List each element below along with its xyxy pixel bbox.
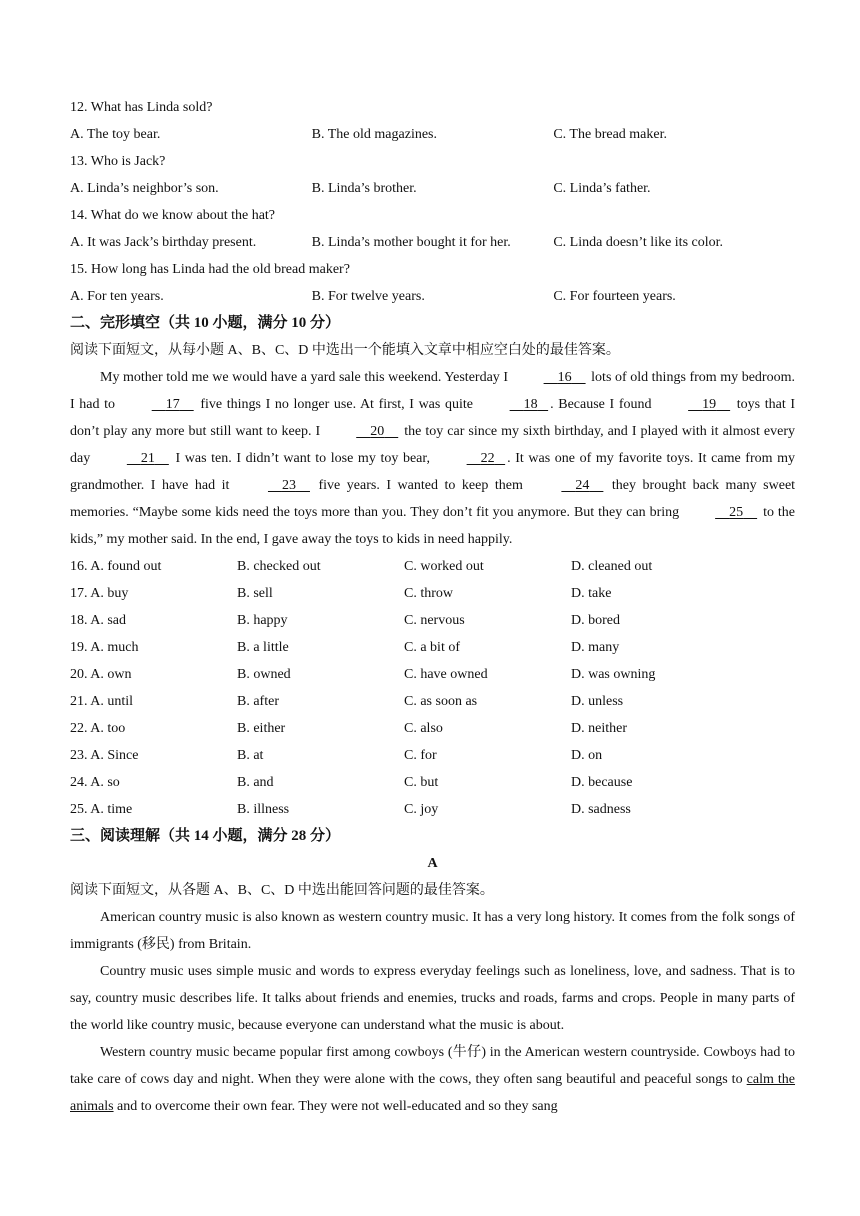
question-15-options	[70, 283, 795, 310]
cloze-passage: My mother told me we would have a yard sale this weekend. Yesterday I 16 lots of old things from my bedroom. I had to 17 five things I no longer use. At first, I was quite 18 . Because I found 19 toys that I don’t play any more but still want to keep. I 20 the toy car since my sixth birthday, and I played with it almost every day 21 I was ten. I didn’t want to lose my toy bear, 22 . It was one of my favorite toys. It came from my grandmother. I have had it 23 five years. I wanted to keep them 24 they brought back many sweet memories. “Maybe some kids need the toys more than you. They don’t fit you anymore. But they can bring 25 to the kids,” my mother said. In the end, I gave away the toys to kids in need happily.	[70, 364, 795, 553]
cloze-options	[70, 553, 795, 823]
option-a: A. For ten years.	[70, 289, 164, 304]
blank-21: 21	[140, 451, 155, 466]
option-b: B. Linda’s brother.	[311, 181, 417, 196]
option-b: B. The old magazines.	[311, 127, 437, 142]
cloze-options-20: 20. A. own B. owned C. have owned D. was owning	[70, 667, 656, 682]
section-3-heading: 三、阅读理解（共 14 小题，满分 28 分）	[70, 828, 341, 844]
underlined-phrase: calm the animals	[70, 1072, 796, 1114]
blank-19: 19	[702, 397, 717, 412]
question-13-options	[70, 175, 795, 202]
option-c: C. For fourteen years.	[553, 289, 676, 304]
cloze-options-23: 23. A. Since B. at C. for D. on	[70, 748, 603, 763]
blank-17: 17	[165, 397, 180, 412]
reading-paragraph-2: Country music uses simple music and words to express everyday feelings such as loneliness, love, and sadness. That is to say, country music describes life. It talks about friends and enemies, trucks and roads, farms and crops. People in many parts of the world like country music, because everyone can understand what the music is about.	[70, 964, 795, 1033]
cloze-options-24: 24. A. so B. and C. but D. because	[70, 775, 633, 790]
reading-paragraph-3: Western country music became popular first among cowboys (牛仔) in the American western countryside. Cowboys had to take care of cows day and night. When they were alone with the cows, they often sang beautiful and peaceful songs to calm the animals and to overcome their own fear. They were not well-educated and so they sang	[70, 1045, 796, 1114]
option-c: C. Linda’s father.	[553, 181, 651, 196]
question-14: 14. What do we know about the hat?	[70, 208, 276, 223]
blank-24: 24	[575, 478, 590, 493]
reading-paragraph-1: American country music is also known as western country music. It has a very long history. It comes from the folk songs of immigrants (移民) from Britain.	[70, 910, 795, 952]
listening-questions	[70, 94, 795, 310]
section-3-instruction: 阅读下面短文，从各题 A、B、C、D 中选出能回答问题的最佳答案。	[70, 883, 494, 898]
option-a: A. Linda’s neighbor’s son.	[70, 181, 219, 196]
cloze-options-21: 21. A. until B. after C. as soon as D. unless	[70, 694, 624, 709]
question-12-options	[70, 121, 795, 148]
cloze-options-22: 22. A. too B. either C. also D. neither	[70, 721, 627, 736]
cloze-options-16: 16. A. found out B. checked out C. worked out D. cleaned out	[70, 559, 653, 574]
question-12: 12. What has Linda sold?	[70, 100, 213, 115]
option-c: C. The bread maker.	[553, 127, 667, 142]
section-2-instruction: 阅读下面短文，从每小题 A、B、C、D 中选出一个能填入文章中相应空白处的最佳答案。	[70, 343, 620, 358]
part-label: A	[427, 856, 438, 871]
cloze-options-18: 18. A. sad B. happy C. nervous D. bored	[70, 613, 620, 628]
blank-25: 25	[729, 505, 744, 520]
cloze-options-25: 25. A. time B. illness C. joy D. sadness	[70, 802, 631, 817]
option-b: B. For twelve years.	[311, 289, 425, 304]
option-a: A. It was Jack’s birthday present.	[70, 235, 257, 250]
section-2-heading: 二、完形填空（共 10 小题，满分 10 分）	[70, 315, 341, 331]
blank-23: 23	[281, 478, 296, 493]
option-b: B. Linda’s mother bought it for her.	[311, 235, 511, 250]
blank-22: 22	[480, 451, 495, 466]
blank-20: 20	[370, 424, 385, 439]
cloze-options-17: 17. A. buy B. sell C. throw D. take	[70, 586, 612, 601]
exam-page	[70, 94, 795, 1120]
option-c: C. Linda doesn’t like its color.	[553, 235, 724, 250]
blank-18: 18	[523, 397, 538, 412]
question-14-options	[70, 229, 795, 256]
option-a: A. The toy bear.	[70, 127, 161, 142]
blank-16: 16	[557, 370, 572, 385]
question-15: 15. How long has Linda had the old bread maker?	[70, 262, 350, 277]
cloze-options-19: 19. A. much B. a little C. a bit of D. many	[70, 640, 620, 655]
question-13: 13. Who is Jack?	[70, 154, 166, 169]
